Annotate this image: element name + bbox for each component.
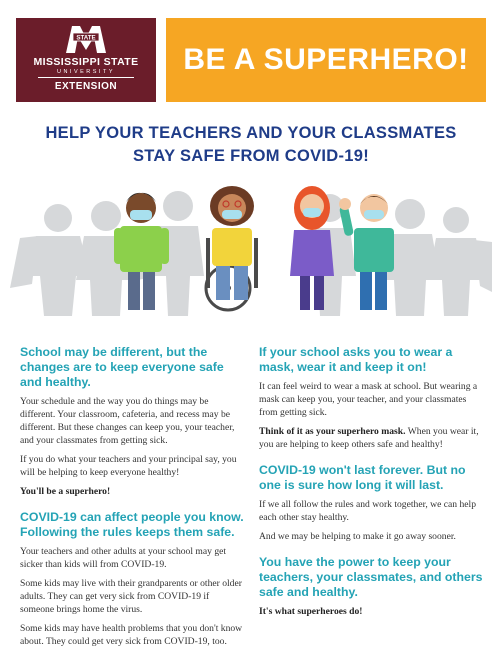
paragraph-schedule: Your schedule and the way you do things may be different. Your classroom, cafeteria, and recess may be different. But these changes can keep you, your teacher, and your classmates from getting sick. [20,396,235,446]
header [16,18,486,102]
left-column [20,345,245,650]
heading-school-different: School may be different, but the changes are to keep everyone safe and healthy. [20,345,224,389]
paragraph-health-problems: Some kids may have health problems that you don't know about. They could get very sick from COVID-19, too. [20,623,243,647]
paragraph-teachers-sicker: Your teachers and other adults at your school may get sicker than kids will from COVID-19. [20,546,227,570]
logo-extension: EXTENSION [54,81,118,92]
subtitle-line-1: HELP YOUR TEACHERS AND YOUR CLASSMATES [45,124,457,142]
paragraph-go-away: And we may be helping to make it go away sooner. [259,531,456,542]
superhero-mask-bold: Think of it as your superhero mask. [259,426,406,437]
paragraph-mask-weird: It can feel weird to wear a mask at school. But wearing a mask can keep you, your teacher, and your classmates from getting sick. [259,381,478,418]
subtitle [20,122,482,168]
logo-university-word: UNIVERSITY [56,69,115,75]
subtitle-line-2: STAY SAFE FROM COVID-19! [132,147,370,165]
paragraph-work-together: If we all follow the rules and work together, we can help each other stay healthy. [259,499,476,523]
kid-green-shirt [114,193,169,310]
title-banner [166,18,486,102]
superhero-mask-rest: When you wear it, you are helping to keep others safe and healthy! [259,426,479,450]
kid-wheelchair [206,186,258,310]
heading-wont-last: COVID-19 won't last forever. But no one is sure how long it will last. [259,463,466,492]
heading-power: You have the power to keep your teachers, your classmates, and others safe and healthy. [259,555,483,599]
right-column [259,345,484,624]
paragraph-superhero-mask [259,425,484,451]
heading-covid-affects: COVID-19 can affect people you know. Following the rules keeps them safe. [20,510,244,539]
logo-divider [38,77,134,78]
msu-m-mark-icon [64,24,108,54]
paragraph-superhero: You'll be a superhero! [20,486,111,497]
msu-extension-logo [16,18,156,102]
paragraph-principal: If you do what your teachers and your principal say, you will be helping to keep everyone healthy! [20,454,237,478]
logo-university-name: MISSISSIPPI STATE [33,56,139,68]
heading-wear-mask: If your school asks you to wear a mask, wear it and keep it on! [259,345,453,374]
svg-text:STATE: STATE [76,34,96,42]
paragraph-superheroes-do: It's what superheroes do! [259,606,363,617]
page-title: BE A SUPERHERO! [183,43,469,76]
paragraph-grandparents: Some kids may live with their grandparents or other older adults. They can get very sick from COVID-19 if someone brings home the virus. [20,578,242,615]
kids-superhero-illustration [10,176,492,316]
